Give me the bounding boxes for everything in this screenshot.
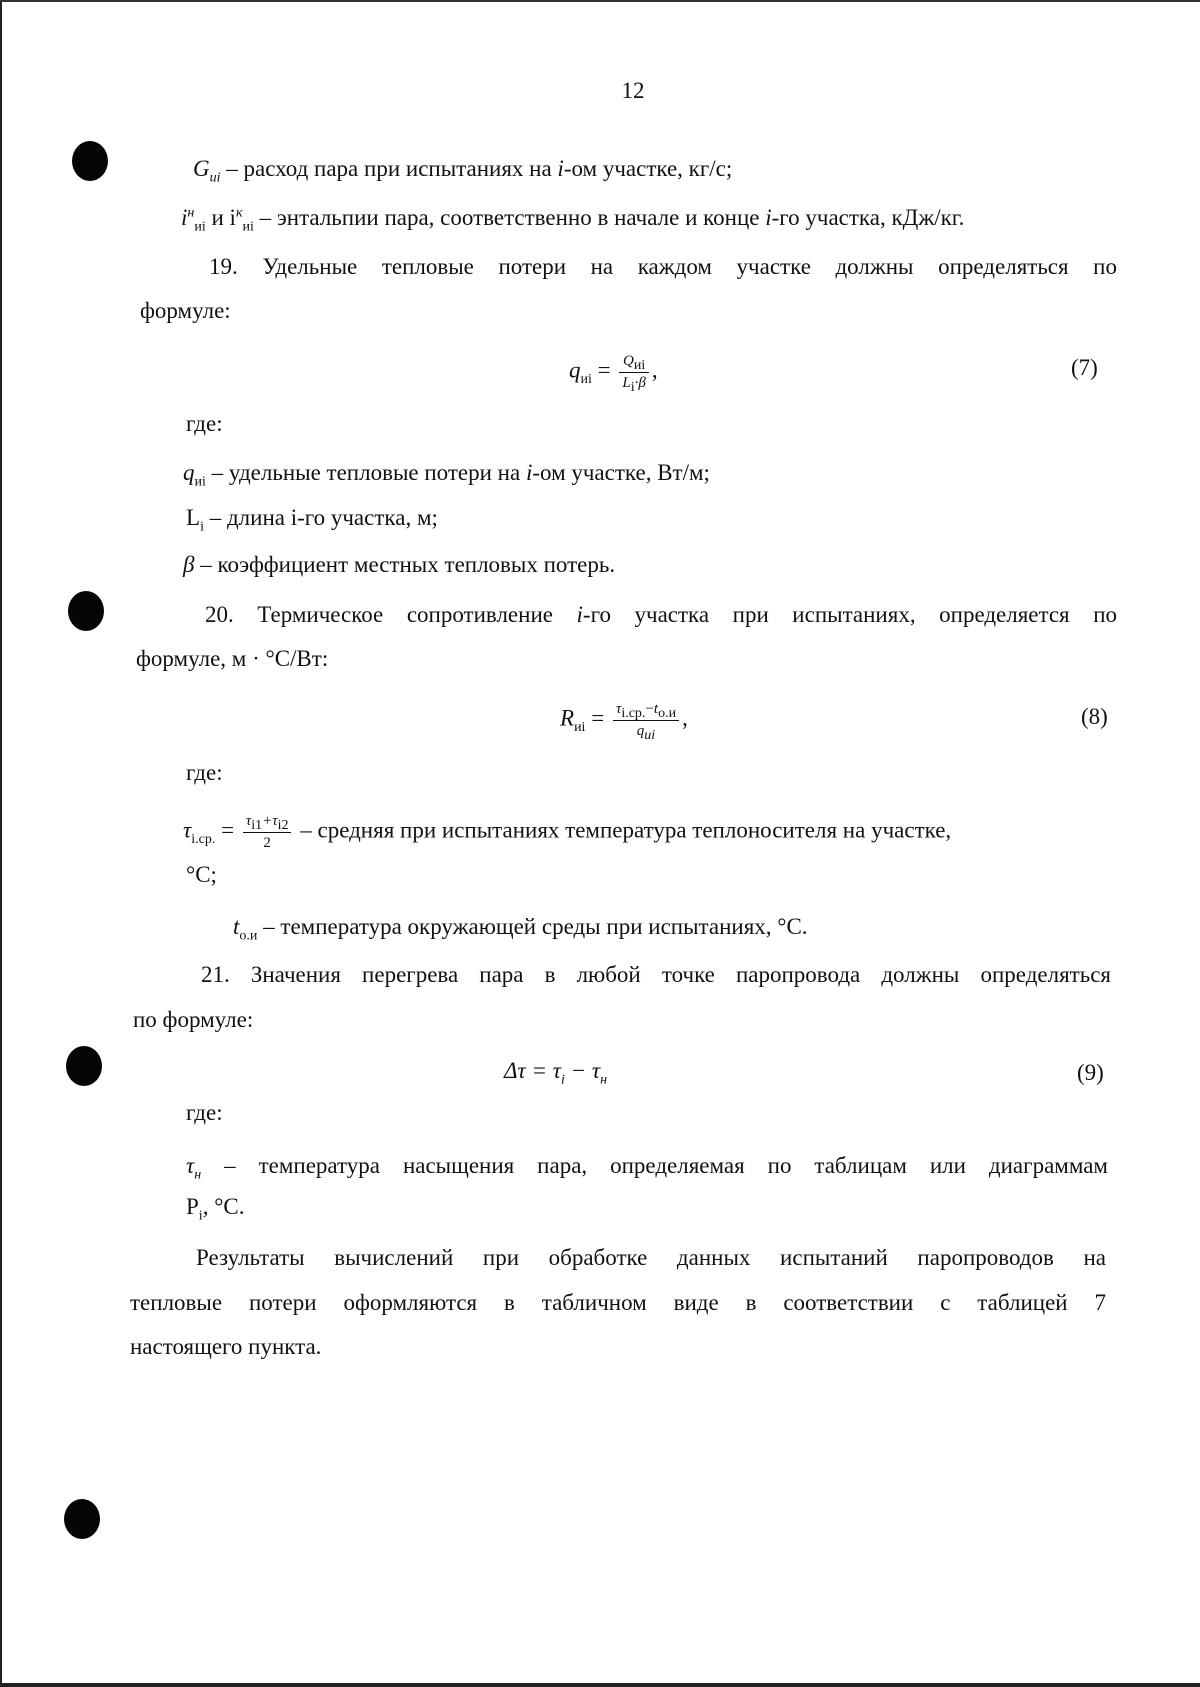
results-paragraph-line3: настоящего пункта. <box>130 1334 322 1359</box>
paragraph-20-line1: 20. Термическое сопротивление i-го участка при испытаниях, определяется по <box>205 602 1118 627</box>
definition-L: $L_i$ – длина i-го участка, м; <box>186 505 438 535</box>
definition-tau-saturation-line2: $P_i$, °C. <box>186 1194 245 1224</box>
punch-hole <box>68 591 104 631</box>
symbol-i: i <box>181 205 188 230</box>
equation-8-number: (8) <box>1081 704 1108 729</box>
fraction-8: $\frac{\tau_{i.ср.}-t_{о.и}}{q_{иi}}$ <box>613 700 679 741</box>
definition-t-ambient: $t_{о.и}$ – температура окружающей среды при испытаниях, °C. <box>233 914 808 944</box>
results-paragraph-line2: тепловые потери оформляются в табличном виде в соответствии с таблицей 7 <box>130 1290 1106 1315</box>
where-label: где: <box>186 1100 223 1125</box>
definition-beta: β – коэффициент местных тепловых потерь. <box>183 552 616 577</box>
paragraph-19-line2: формуле: <box>140 298 231 323</box>
paragraph-21-line2: по формуле: <box>133 1007 254 1032</box>
paragraph-21-line1: 21. Значения перегрева пара в любой точке паропровода должны определяться <box>201 962 1111 987</box>
equation-7-number: (7) <box>1071 355 1098 380</box>
definition-tau-mean: $\tau_{i.ср.}$ = $\frac{\tau_{i1}+\tau_{i2}}{2}$ – средняя при испытаниях температура теплоносителя на участке, <box>183 813 952 851</box>
equation-7: $q_{иi}$ = $\frac{Q_{иi}}{L_i\cdot\beta}$ , <box>569 353 658 395</box>
paragraph-19-line1: 19. Удельные тепловые потери на каждом участке должны определяться по <box>209 254 1117 279</box>
where-label: где: <box>186 760 223 785</box>
paragraph-20-line2: формуле, м · °C/Вт: <box>136 646 329 671</box>
fraction-tau-mean: $\frac{\tau_{i1}+\tau_{i2}}{2}$ <box>243 812 292 853</box>
results-paragraph-line1: Результаты вычислений при обработке данных испытаний паропроводов на <box>196 1245 1106 1270</box>
equation-9-number: (9) <box>1077 1060 1104 1085</box>
symbol-G: G <box>193 156 210 181</box>
page-number: 12 <box>621 78 645 103</box>
definition-enthalpy: $i^н_{иi}$ и $i^к_{иi}$ – энтальпии пара, соответственно в начале и конце i-го участка, кДж/кг. <box>181 205 965 235</box>
definition-q: $q_{иi}$ – удельные тепловые потери на i-ом участке, Вт/м; <box>183 460 710 490</box>
where-label: где: <box>186 411 223 436</box>
punch-hole <box>66 1046 102 1086</box>
definition-tau-mean-line2: °C; <box>186 862 217 887</box>
scan-edge-top <box>0 0 1200 2</box>
scan-edge-left <box>0 0 2 1687</box>
definition-tau-saturation: $\tau_н$ – температура насыщения пара, определяемая по таблицам или диаграммам <box>186 1153 1108 1183</box>
punch-hole <box>72 141 108 181</box>
equation-8: $R_{иi}$ = $\frac{\tau_{i.ср.}-t_{о.и}}{q_{иi}}$ , <box>560 701 688 743</box>
equation-9: $\Delta\tau = \tau_i - \tau_н$ <box>504 1058 608 1088</box>
fraction-7: $\frac{Q_{иi}}{L_i\cdot\beta}$ <box>619 352 648 393</box>
definition-G: $G_{иi}$ – расход пара при испытаниях на i-ом участке, кг/с; <box>193 156 733 186</box>
punch-hole <box>64 1499 100 1539</box>
scan-edge-bottom <box>0 1683 1200 1687</box>
